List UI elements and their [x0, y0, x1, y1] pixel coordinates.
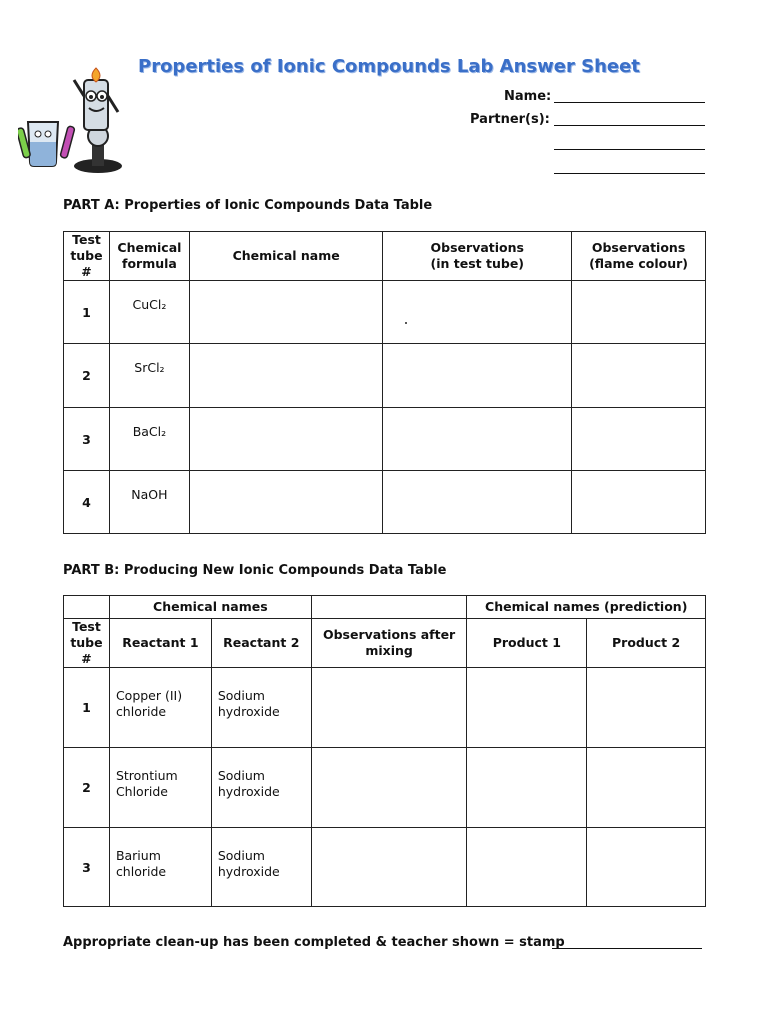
- group-header-prediction: Chemical names (prediction): [467, 596, 706, 619]
- reactant-2-cell: Sodium hydroxide: [211, 748, 311, 828]
- observation-tube-cell[interactable]: [383, 281, 572, 344]
- reactant-1-cell: Copper (II) chloride: [109, 668, 211, 748]
- part-b-table: [63, 595, 706, 907]
- part-a-header-row: [64, 232, 706, 281]
- chemical-name-cell[interactable]: [189, 281, 383, 344]
- row-number: 3: [64, 828, 110, 907]
- chemical-formula: BaCl₂: [109, 408, 189, 471]
- observation-tube-cell[interactable]: [383, 408, 572, 471]
- chemical-name-cell[interactable]: [189, 344, 383, 408]
- header-observations-flame: Observations (flame colour): [572, 232, 706, 281]
- partner-field-2[interactable]: [554, 149, 705, 150]
- observation-tube-cell[interactable]: [383, 344, 572, 408]
- observation-flame-cell[interactable]: [572, 471, 706, 534]
- part-b-heading: PART B: Producing New Ionic Compounds Data Table: [63, 563, 447, 578]
- product-2-cell[interactable]: [587, 748, 706, 828]
- part-a-table: [63, 231, 706, 534]
- reactant-1-cell: Barium chloride: [109, 828, 211, 907]
- product-1-cell[interactable]: [467, 828, 587, 907]
- observation-flame-cell[interactable]: [572, 408, 706, 471]
- row-number: 3: [64, 408, 110, 471]
- product-1-cell[interactable]: [467, 668, 587, 748]
- table-row: [64, 668, 706, 748]
- row-number: 4: [64, 471, 110, 534]
- table-row: [64, 828, 706, 907]
- partners-label: Partner(s):: [470, 112, 550, 127]
- header-observations: Observations after mixing: [311, 619, 467, 668]
- observation-cell[interactable]: [311, 828, 467, 907]
- partner-field-3[interactable]: [554, 173, 705, 174]
- header-observations-tube: Observations (in test tube): [383, 232, 572, 281]
- chemical-formula: CuCl₂: [109, 281, 189, 344]
- header-reactant-1: Reactant 1: [109, 619, 211, 668]
- header-test-tube: Test tube #: [64, 232, 110, 281]
- stray-dot: [405, 322, 407, 324]
- table-row: [64, 408, 706, 471]
- header-reactant-2: Reactant 2: [211, 619, 311, 668]
- product-2-cell[interactable]: [587, 668, 706, 748]
- table-row: [64, 471, 706, 534]
- group-header-empty: [64, 596, 110, 619]
- page-title: Properties of Ionic Compounds Lab Answer Sheet: [138, 56, 640, 77]
- stamp-field[interactable]: [552, 948, 702, 949]
- chemical-name-cell[interactable]: [189, 471, 383, 534]
- group-header-empty: [311, 596, 467, 619]
- header-chemical-name: Chemical name: [189, 232, 383, 281]
- name-label: Name:: [504, 89, 552, 104]
- cleanup-statement: Appropriate clean-up has been completed & teacher shown = stamp: [63, 935, 565, 950]
- table-row: [64, 344, 706, 408]
- chemical-formula: SrCl₂: [109, 344, 189, 408]
- observation-cell[interactable]: [311, 748, 467, 828]
- row-number: 1: [64, 668, 110, 748]
- name-field[interactable]: [554, 102, 705, 103]
- part-b-group-header-row: [64, 596, 706, 619]
- observation-flame-cell[interactable]: [572, 281, 706, 344]
- product-1-cell[interactable]: [467, 748, 587, 828]
- reactant-1-cell: Strontium Chloride: [109, 748, 211, 828]
- row-number: 1: [64, 281, 110, 344]
- reactant-2-cell: Sodium hydroxide: [211, 668, 311, 748]
- header-product-1: Product 1: [467, 619, 587, 668]
- table-row: [64, 281, 706, 344]
- header-chemical-formula: Chemical formula: [109, 232, 189, 281]
- row-number: 2: [64, 344, 110, 408]
- lab-mascot-illustration: [18, 66, 126, 178]
- group-header-chemical-names: Chemical names: [109, 596, 311, 619]
- part-b-header-row: [64, 619, 706, 668]
- reactant-2-cell: Sodium hydroxide: [211, 828, 311, 907]
- chemical-formula: NaOH: [109, 471, 189, 534]
- observation-flame-cell[interactable]: [572, 344, 706, 408]
- header-product-2: Product 2: [587, 619, 706, 668]
- chemical-name-cell[interactable]: [189, 408, 383, 471]
- product-2-cell[interactable]: [587, 828, 706, 907]
- partner-field-1[interactable]: [554, 125, 705, 126]
- table-row: [64, 748, 706, 828]
- observation-cell[interactable]: [311, 668, 467, 748]
- header-test-tube: Test tube #: [64, 619, 110, 668]
- observation-tube-cell[interactable]: [383, 471, 572, 534]
- part-a-heading: PART A: Properties of Ionic Compounds Data Table: [63, 198, 433, 213]
- row-number: 2: [64, 748, 110, 828]
